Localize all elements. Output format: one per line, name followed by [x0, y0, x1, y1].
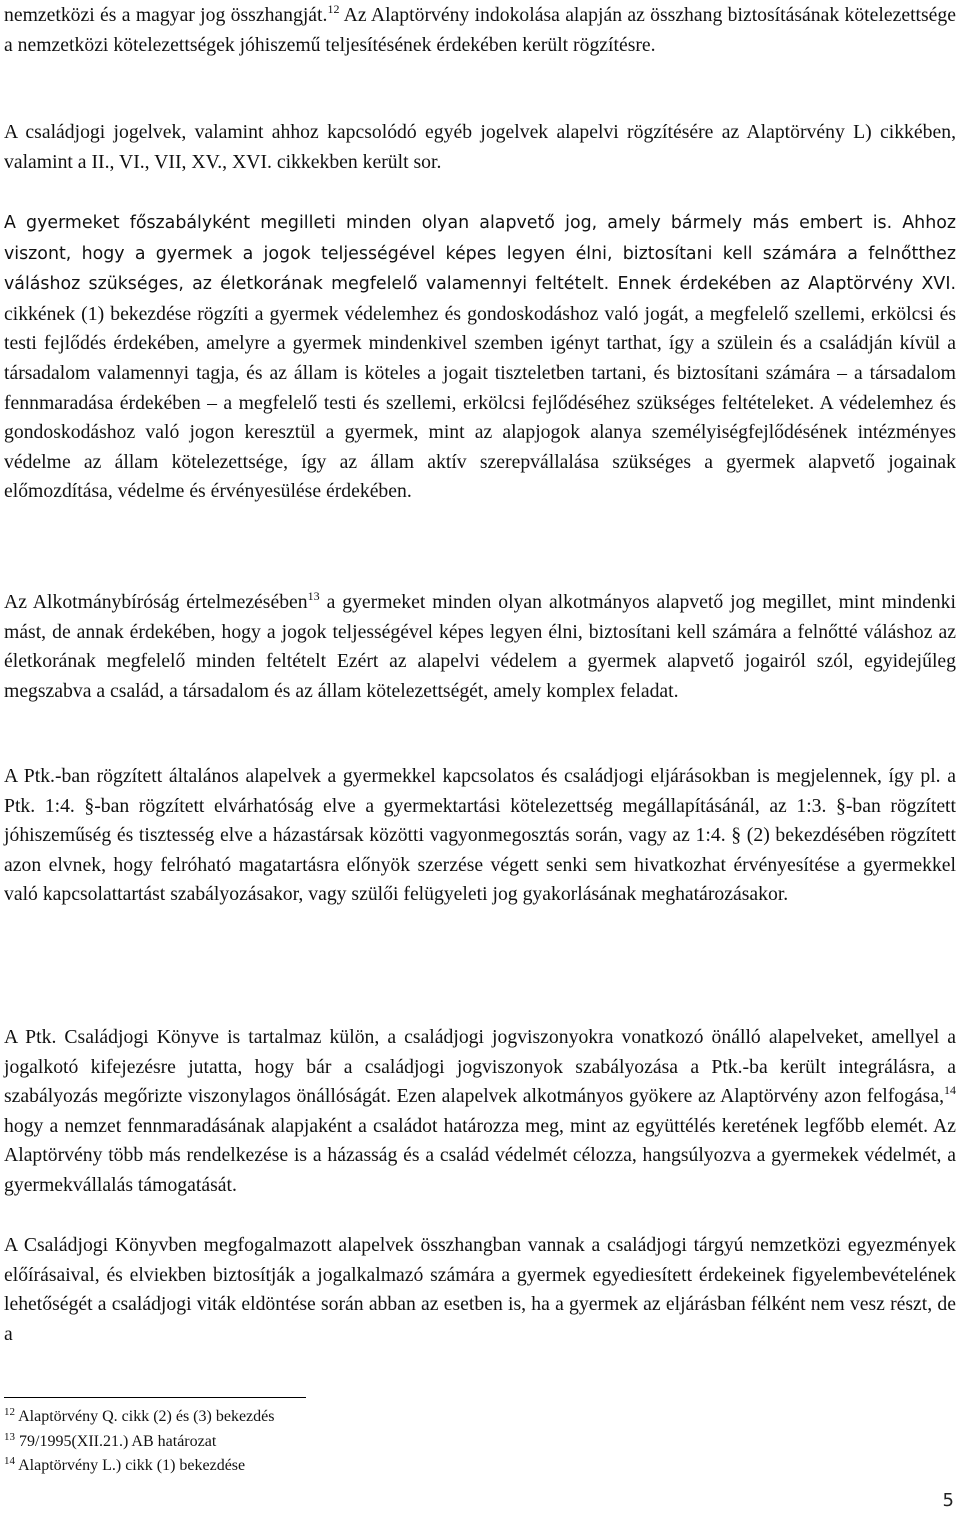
footnotes	[4, 1405, 604, 1479]
footnote-text: Alaptörvény L.) cikk (1) bekezdése	[15, 1457, 246, 1474]
paragraph-4	[4, 588, 956, 706]
paragraph-7-text: A Családjogi Könyvben megfogalmazott alapelvek összhangban vannak a családjogi tárgyú nemzetközi egyezmények előírásaival, és elviekben biztosítják a jogalkalmazó számára a gyermek egyediesített érdekeinek figyelembevételének lehetőségét a családjogi viták eldöntése során abban az esetben is, ha a gyermek az eljárásban félként nem vesz részt, de a	[4, 1234, 956, 1345]
footnote-separator	[4, 1397, 306, 1398]
footnote-number: 13	[4, 1430, 15, 1443]
paragraph-6	[4, 1023, 956, 1201]
footnote-13	[4, 1430, 604, 1455]
paragraph-2	[4, 118, 956, 177]
paragraph-6-text-a: A Ptk. Családjogi Könyve is tartalmaz külön, a családjogi jogviszonyokra vonatkozó önálló alapelveket, amellyel a jogalkotó kifejezésre jutatta, hogy bár a családjogi jogviszonyok szabályozása a Ptk.-ba került integrálásra, a szabályozás megőrizte viszonylagos önállóságát. Ezen alapelvek alkotmányos gyökere az Alaptörvény azon felfogása,	[4, 1026, 956, 1108]
paragraph-4-text-a: Az Alkotmánybíróság értelmezésében	[4, 591, 308, 613]
footnote-ref-13: 13	[307, 589, 320, 603]
page-number: 5	[942, 1490, 954, 1511]
footnote-number: 14	[4, 1455, 15, 1467]
footnote-ref-14: 14	[944, 1083, 956, 1098]
paragraph-5	[4, 762, 956, 910]
footnote-14	[4, 1454, 604, 1479]
paragraph-1-text-b: Az Alaptörvény indokolása alapján az összhang biztosításának kötelezettsége a nemzetközi kötelezettségek jóhiszemű teljesítésének érdekében került rögzítésre.	[4, 4, 956, 56]
footnote-ref-12: 12	[327, 2, 340, 16]
footnote-number: 12	[4, 1406, 15, 1418]
paragraph-4-text-b: a gyermeket minden olyan alkotmányos alapvető jog megillet, mint mindenki mást, de annak érdekében, hogy a jogok teljességével képes legyen élni, biztosítani kell számára a felnőtté váláshoz az életkorának megfelelő minden feltételt Ezért az alapelvi védelem a gyermek alapvető jogairól szól, egyidejűleg megszabva a család, a társadalom és az állam kötelezettségét, amely komplex feladat.	[4, 591, 956, 702]
footnote-12	[4, 1405, 604, 1430]
paragraph-7	[4, 1231, 956, 1349]
paragraph-5-text: A Ptk.-ban rögzített általános alapelvek a gyermekkel kapcsolatos és családjogi eljárásokban is megjelennek, így pl. a Ptk. 1:4. §-ban rögzített elvárhatóság elve a gyermektartási kötelezettség megállapításánál, az 1:3. §-ban rögzített jóhiszeműség és tisztesség elve a házastársak közötti vagyonmegosztás során, vagy az 1:4. § (2) bekezdésében rögzített azon elvnek, hogy felróható magatartásra előnyök szerzése végett senki sem hivatkozhat érvényesítése a gyermekkel való kapcsolattartást szabályozásakor, vagy szülői felügyeleti jog gyakorlásának meghatározásakor.	[4, 765, 956, 906]
paragraph-1-text-a: nemzetközi és a magyar jog összhangját.	[4, 4, 328, 26]
paragraph-1	[4, 1, 956, 60]
footnote-text: Alaptörvény Q. cikk (2) és (3) bekezdés	[15, 1408, 275, 1425]
paragraph-6-text-b: hogy a nemzet fennmaradásának alapjaként a családot határozza meg, mint az együttélés keretének legfőbb elemét. Az Alaptörvény több más rendelkezése is a házasság és a család védelmét célozza, hangsúlyozva a gyermekek védelmét, a gyermekvállalás támogatását.	[4, 1114, 956, 1196]
paragraph-3-text-a: A gyermeket főszabályként megilleti minden olyan alapvető jog, amely bármely más embert is. Ahhoz viszont, hogy a gyermek a jogok teljességével képes legyen élni, biztosítani kell számára a felnőtthez váláshoz szükséges, az életkorának megfelelő valamennyi feltételt. Ennek érdekében az Alaptörvény XVI.	[4, 213, 956, 295]
footnote-text: 79/1995(XII.21.) AB határozat	[15, 1432, 217, 1450]
paragraph-2-text: A családjogi jogelvek, valamint ahhoz kapcsolódó egyéb jogelvek alapelvi rögzítésére az Alaptörvény L) cikkében, valamint a II., VI., VII, XV., XVI. cikkekben került sor.	[4, 121, 956, 173]
paragraph-3	[4, 208, 956, 507]
paragraph-3-text-b: cikkének (1) bekezdése rögzíti a gyermek védelemhez és gondoskodáshoz való jogát, a megfelelő szellemi, erkölcsi és testi fejlődés érdekében, amelyre a gyermek mindenkivel szemben igényt tarthat, így a szülein és a családján kívül a társadalom valamennyi tagja, és az állam is köteles a jogait tiszteletben tartani, és biztosítani számára – a társadalom fennmaradása érdekében – a megfelelő testi és szellemi, erkölcsi fejlődéséhez szükséges feltételeket. A védelemhez és gondoskodáshoz való jogon keresztül a gyermek, mint az alapjogok alanya személyiségfejlődésének intézményes védelme az állam kötelezettsége, így az állam aktív szerepvállalása szükséges a gyermek alapvető jogainak előmozdítása, védelme és érvényesülése érdekében.	[4, 302, 956, 503]
